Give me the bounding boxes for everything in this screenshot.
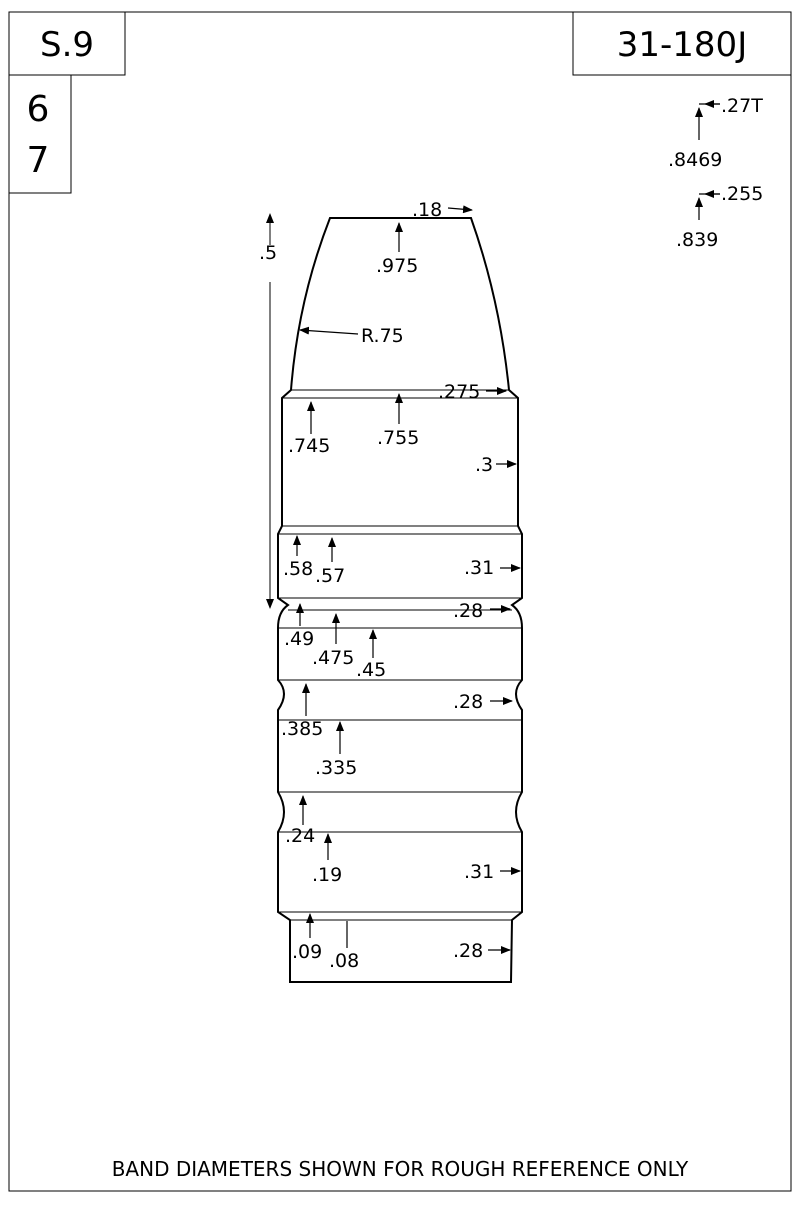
dim-745: .745 [288, 435, 331, 457]
footer-note: BAND DIAMETERS SHOWN FOR ROUGH REFERENCE ONLY [111, 1157, 689, 1181]
dim-57: .57 [315, 565, 346, 587]
spec1-bottom: .8469 [668, 149, 723, 171]
cavity-count-bottom: 7 [26, 140, 50, 181]
dim-3: .3 [475, 454, 494, 476]
dim-45: .45 [356, 659, 387, 681]
dim-755: .755 [377, 427, 420, 449]
dim-overall-a: .5 [259, 242, 278, 264]
dim-24: .24 [285, 825, 316, 847]
dim-19: .19 [312, 864, 343, 886]
cavity-count-top: 6 [26, 89, 50, 130]
spec-callout-2 [676, 183, 763, 251]
spec2-bottom: .839 [676, 229, 719, 251]
dim-385: .385 [281, 718, 324, 740]
dim-08: .08 [329, 950, 360, 972]
spec2-top: .255 [721, 183, 764, 205]
dim-475: .475 [312, 647, 355, 669]
dim-ogive-radius: R.75 [361, 325, 404, 347]
dim-49: .49 [284, 628, 315, 650]
overall-dimension [259, 214, 277, 608]
dim-28b: .28 [453, 691, 484, 713]
dim-275: .275 [438, 381, 481, 403]
mold-number: 31-180J [616, 25, 748, 65]
dim-nose-length: .975 [376, 255, 419, 277]
spec1-top: .27T [721, 95, 763, 117]
dim-31b: .31 [464, 861, 495, 883]
dim-28a: .28 [453, 600, 484, 622]
dim-meplat: .18 [412, 199, 443, 221]
dim-58: .58 [283, 558, 314, 580]
dim-09: .09 [292, 941, 323, 963]
series-label: S.9 [39, 25, 95, 65]
dim-335: .335 [315, 757, 358, 779]
sheet-border [9, 12, 791, 1191]
dim-31a: .31 [464, 557, 495, 579]
spec-callout-1 [668, 95, 763, 171]
dim-28c: .28 [453, 940, 484, 962]
